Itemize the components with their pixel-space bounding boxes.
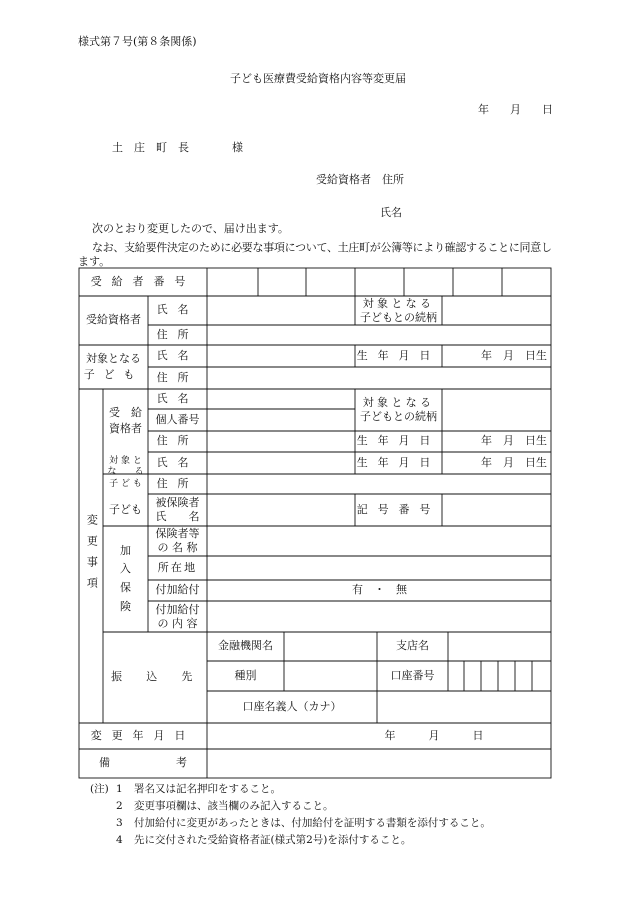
insured-name-line-2: 氏 名	[155, 510, 200, 523]
note-4-text: 先に交付された受給資格者証(様式第2号)を添付すること。	[134, 834, 412, 846]
target-child-name-label: 氏名	[156, 348, 199, 362]
change-relation-label	[355, 389, 442, 431]
change-recipient-address-field[interactable]	[208, 432, 354, 451]
change-date-label: 変更年月日	[90, 728, 196, 742]
target-child-line-2: 子ども	[83, 368, 144, 381]
target-child-birth-value[interactable]: 年 月 日生	[481, 348, 547, 362]
date-month-label: 月	[510, 103, 521, 116]
addressee-honorific: 様	[232, 141, 243, 154]
addressee-name: 土 庄 町 長	[112, 141, 189, 154]
insured-name-line-1: 被保険者	[155, 496, 200, 510]
joined-insurance-char-3: 保	[120, 581, 131, 594]
change-relation-line-1: 対象となる	[362, 395, 435, 409]
benefit-detail-line-1: 付加給付	[155, 602, 200, 616]
note-1-num: 1	[116, 783, 123, 795]
note-4-num: 4	[116, 834, 123, 846]
insurer-name-line-1: 保険者等	[155, 527, 200, 541]
change-recipient-line-1: 受 給	[109, 406, 142, 420]
location-field[interactable]	[208, 557, 550, 579]
applicant-address-label: 受給資格者 住所	[316, 173, 404, 186]
intro-line-2-cont: ます。	[78, 255, 111, 268]
bank-name-field[interactable]	[285, 633, 376, 660]
additional-benefit-label: 付加給付	[155, 583, 200, 597]
account-type-field[interactable]	[285, 662, 376, 690]
remarks-field[interactable]	[208, 750, 550, 777]
change-child-address-field[interactable]	[208, 475, 550, 493]
date-day-label: 日	[542, 103, 553, 116]
joined-insurance-label	[103, 526, 148, 632]
change-target-child-label	[103, 452, 148, 494]
account-number-boxes[interactable]	[449, 662, 550, 690]
recipient-number-boxes[interactable]	[208, 269, 550, 295]
form-title: 子ども医療費受給資格内容等変更届	[230, 72, 406, 85]
change-target-line-1: 対 象 と	[109, 456, 142, 467]
note-2-num: 2	[116, 800, 123, 812]
recipient-number-label: 受給者番号	[90, 274, 196, 288]
account-number-label: 口座番号	[390, 668, 435, 682]
change-child-name-label: 氏名	[156, 455, 199, 469]
transfer-label: 振 込 先	[111, 670, 199, 684]
change-child-birth-label: 生年月日	[356, 455, 441, 469]
note-1-text: 署名又は記名押印をすること。	[134, 783, 281, 795]
target-child-address-field[interactable]	[208, 368, 550, 388]
recipient-address-field[interactable]	[208, 326, 550, 344]
recipient-name-field[interactable]	[208, 297, 354, 324]
relation-label-line-2: 子どもとの続柄	[360, 310, 437, 324]
note-3-text: 付加給付に変更があったときは、付加給付を証明する書類を添付すること。	[134, 817, 491, 829]
insured-name-label	[148, 494, 207, 526]
change-date-value[interactable]: 年 月 日	[384, 728, 484, 742]
joined-insurance-char-4: 険	[120, 599, 131, 613]
change-items-label: 変更事項	[85, 514, 99, 598]
additional-benefit-yes-no[interactable]: 有 ・ 無	[352, 583, 407, 597]
applicant-name-label: 氏名	[380, 206, 402, 219]
change-child-birth-value[interactable]: 年 月 日生	[481, 455, 547, 469]
branch-field[interactable]	[449, 633, 550, 660]
child-insurance-label: 子ども	[109, 502, 142, 516]
target-child-line-1: 対象となる	[86, 352, 141, 366]
benefit-detail-line-2: の 内 容	[157, 616, 198, 630]
relation-label-line-1: 対象となる	[362, 296, 435, 310]
change-recipient-name-label: 氏名	[156, 391, 199, 405]
change-recipient-label	[103, 389, 148, 452]
change-relation-field[interactable]	[443, 390, 550, 430]
branch-label: 支店名	[396, 639, 429, 653]
benefit-detail-label	[148, 601, 207, 632]
account-holder-field[interactable]	[378, 692, 550, 722]
insurer-name-label	[148, 526, 207, 556]
change-relation-line-2: 子どもとの続柄	[360, 410, 437, 423]
intro-line-2: なお、支給要件決定のために必要な事項について、土庄町が公簿等により確認することに同意し	[92, 241, 552, 254]
change-recipient-birth-value[interactable]: 年 月 日生	[481, 434, 547, 448]
relation-label	[355, 296, 442, 325]
symbol-number-label: 記号番号	[356, 502, 441, 516]
change-recipient-address-label: 住所	[156, 434, 199, 448]
recipient-section-label: 受給資格者	[86, 313, 141, 327]
change-recipient-line-2: 資格者	[109, 421, 142, 435]
date-year-label: 年	[478, 103, 489, 116]
joined-insurance-char-2: 入	[120, 562, 131, 576]
recipient-address-label: 住所	[156, 327, 199, 341]
target-child-name-field[interactable]	[208, 346, 354, 366]
change-target-line-3: 子 ど も	[109, 478, 142, 489]
account-type-label: 種別	[234, 668, 257, 682]
relation-field[interactable]	[443, 297, 550, 324]
recipient-name-label: 氏名	[156, 303, 199, 317]
change-recipient-birth-label: 生年月日	[356, 434, 441, 448]
joined-insurance-char-1: 加	[120, 543, 131, 557]
insurer-name-line-2: の 名 称	[157, 541, 198, 554]
insurer-name-field[interactable]	[208, 527, 550, 555]
insured-name-field[interactable]	[208, 495, 354, 525]
target-child-birth-label: 生年月日	[356, 348, 441, 362]
account-holder-label: 口座名義人（カナ）	[242, 699, 342, 713]
change-recipient-name-field[interactable]	[208, 390, 354, 408]
form-number: 様式第７号(第８条関係)	[78, 35, 197, 48]
remarks-label: 備 考	[99, 756, 187, 770]
target-child-address-label: 住所	[156, 370, 199, 384]
bank-name-label: 金融機関名	[218, 639, 273, 653]
change-target-line-2: な る	[107, 467, 144, 478]
target-child-label	[79, 345, 148, 389]
personal-number-label: 個人番号	[155, 412, 200, 426]
intro-line-1: 次のとおり変更したので、届け出ます。	[92, 222, 289, 235]
symbol-number-field[interactable]	[443, 495, 550, 525]
change-child-address-label: 住所	[156, 476, 199, 490]
location-label: 所在地	[157, 560, 198, 574]
note-2-text: 変更事項欄は、該当欄のみ記入すること。	[134, 800, 334, 812]
notes-head: (注)	[90, 783, 109, 795]
note-3-num: 3	[116, 817, 123, 829]
personal-number-field[interactable]	[208, 410, 354, 430]
benefit-detail-field[interactable]	[208, 602, 550, 631]
change-child-name-field[interactable]	[208, 453, 354, 473]
